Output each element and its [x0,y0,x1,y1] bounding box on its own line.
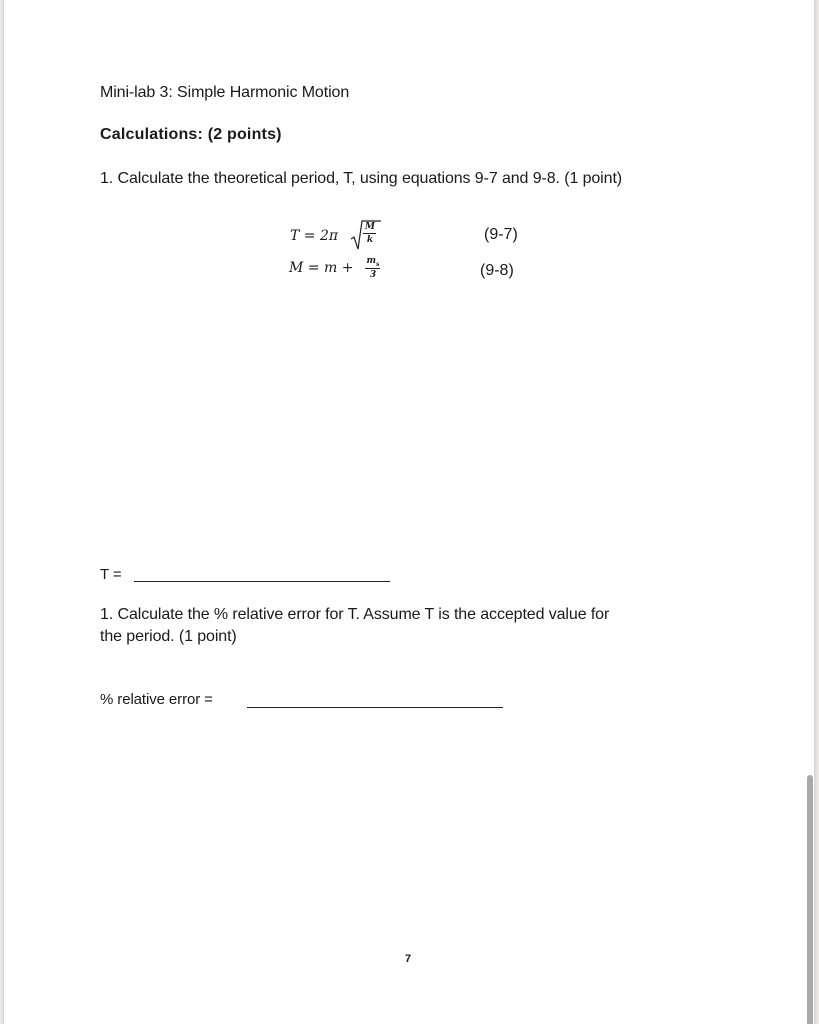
equation-lhs: M = m + [289,260,354,276]
page-edge-left [0,0,4,1024]
question-1: 1. Calculate the theoretical period, T, using equations 9-7 and 9-8. (1 point) [100,170,623,187]
numerator-base: m [366,256,377,266]
answer-t-label: T = [100,566,122,583]
equation-lhs: T = 2π [290,228,339,244]
equation-9-8 [289,260,353,276]
equation-label-9-8: (9-8) [480,262,514,279]
fraction-numerator [366,256,380,268]
answer-error-label: % relative error = [100,691,213,708]
scrollbar-thumb[interactable] [807,775,813,1024]
sqrt-numerator: M [365,222,375,232]
question-2-line-1: 1. Calculate the % relative error for T. Assume T is the accepted value for [100,606,610,623]
equation-9-7 [290,228,338,244]
answer-t-blank[interactable] [134,581,390,582]
section-heading: Calculations: (2 points) [100,126,282,143]
question-2-line-2: the period. (1 point) [100,628,237,645]
sqrt-denominator: k [366,235,374,245]
numerator-subscript: s [376,260,380,268]
page-edge-right [814,0,819,1024]
answer-error-blank[interactable] [247,707,503,708]
page-number: 7 [405,953,412,965]
fraction-denominator: 3 [369,270,377,280]
fraction-bar [363,233,376,234]
equation-label-9-7: (9-7) [484,226,518,243]
fraction-bar [365,268,380,269]
document-title: Mini-lab 3: Simple Harmonic Motion [100,84,350,101]
